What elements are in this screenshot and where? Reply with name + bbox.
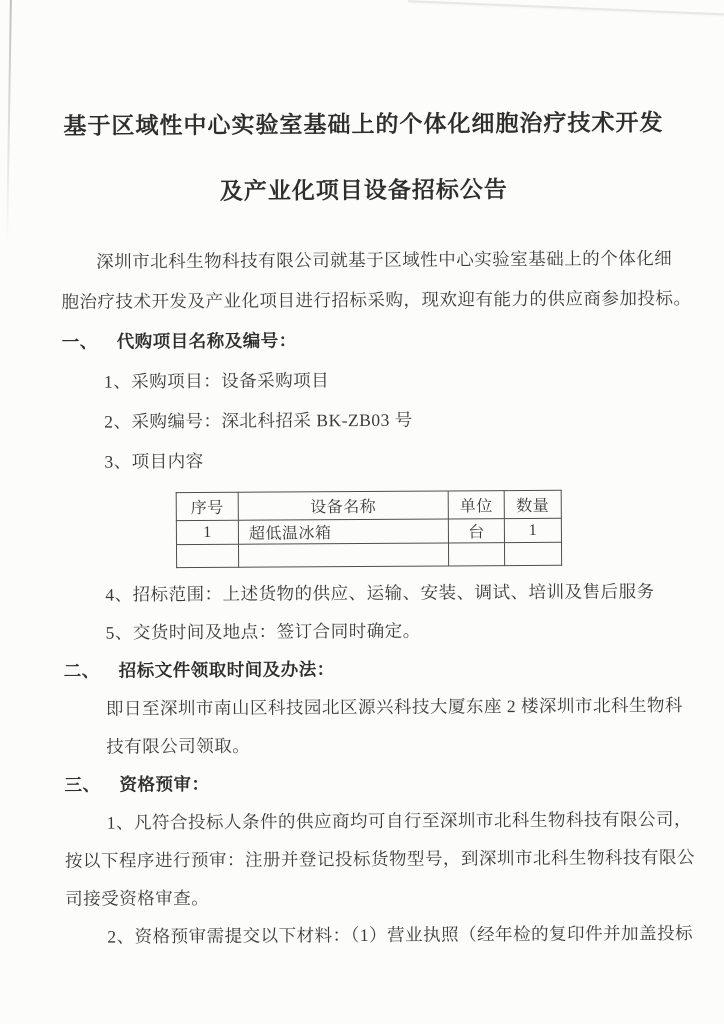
section-1-number: 一、	[61, 331, 98, 352]
table-header-name: 设备名称	[238, 491, 448, 520]
intro-paragraph	[61, 238, 692, 322]
intro-line-2: 胞治疗技术开发及产业化项目进行招标采购，现欢迎有能力的供应商参加投标。	[61, 288, 692, 312]
section-1	[62, 318, 669, 482]
section-1-item-5: 5、交货时间及地点：签订合同时确定。	[105, 620, 421, 643]
section-2-body-line-1: 即日至深圳市南山区科技园北区源兴科技大厦东座 2 楼深圳市北科生物科	[105, 695, 684, 719]
table-cell-name: 超低温冰箱	[238, 519, 448, 544]
table-header-unit: 单位	[448, 491, 504, 519]
section-2-body-line-2: 技有限公司领取。	[106, 735, 251, 757]
section-1-item-3: 3、项目内容	[104, 450, 204, 472]
table-header-seq: 序号	[176, 492, 238, 520]
table-cell-name	[238, 543, 448, 567]
document-title-line-2: 及产业化项目设备招标公告	[219, 177, 508, 204]
section-2-heading-label: 招标文件领取时间及办法：	[118, 659, 335, 681]
equipment-table	[176, 490, 562, 568]
section-3-item-1-line-3: 司接受资格审查。	[65, 887, 210, 909]
section-3	[64, 762, 695, 956]
equipment-table-wrap	[176, 489, 669, 568]
section-1-heading-label: 代购项目名称及编号：	[116, 330, 297, 352]
section-1-item-2: 2、采购编号：深北科招采 BK-ZB03 号	[104, 409, 413, 432]
scan-edge-line	[6, 0, 12, 247]
table-cell-qty: 1	[504, 518, 561, 542]
table-cell-unit	[448, 543, 504, 566]
table-cell-seq: 1	[176, 520, 238, 544]
table-row-empty	[176, 542, 561, 567]
equipment-table-header-row	[176, 490, 561, 520]
table-cell-seq	[176, 544, 238, 567]
section-3-item-1-line-1: 1、凡符合投标人条件的供应商均可自行至深圳市北科生物科技有限公司，	[106, 809, 692, 833]
document-title	[60, 90, 667, 226]
section-3-heading-label: 资格预审：	[119, 773, 210, 795]
document-content	[60, 0, 695, 956]
section-3-heading	[64, 762, 670, 804]
intro-line-1: 深圳市北科生物科技有限公司就基于区域性中心实验室基础上的个体化细	[96, 248, 673, 272]
document-title-line-1: 基于区域性中心实验室基础上的个体化细胞治疗技术开发	[63, 110, 664, 139]
section-3-number: 三、	[64, 774, 101, 795]
section-1-continued	[63, 572, 669, 652]
section-1-item-4: 4、招标范围：上述货物的供应、运输、安装、调试、培训及售后服务	[105, 581, 655, 605]
section-1-heading	[62, 318, 668, 362]
section-3-item-2-line-1: 2、资格预审需提交以下材料：（1）营业执照（经年检的复印件并加盖投标	[107, 923, 694, 947]
section-3-item-1-line-2: 按以下程序进行预审：注册并登记投标货物型号，到深圳市北科生物科技有限公	[64, 846, 695, 871]
table-row	[176, 518, 561, 544]
table-header-qty: 数量	[504, 490, 561, 518]
section-2-heading	[64, 648, 670, 690]
section-2-number: 二、	[63, 660, 100, 681]
section-2	[63, 648, 684, 766]
section-1-item-1: 1、采购项目：设备采购项目	[103, 370, 330, 392]
table-cell-qty	[504, 542, 561, 565]
table-cell-unit: 台	[448, 519, 504, 543]
